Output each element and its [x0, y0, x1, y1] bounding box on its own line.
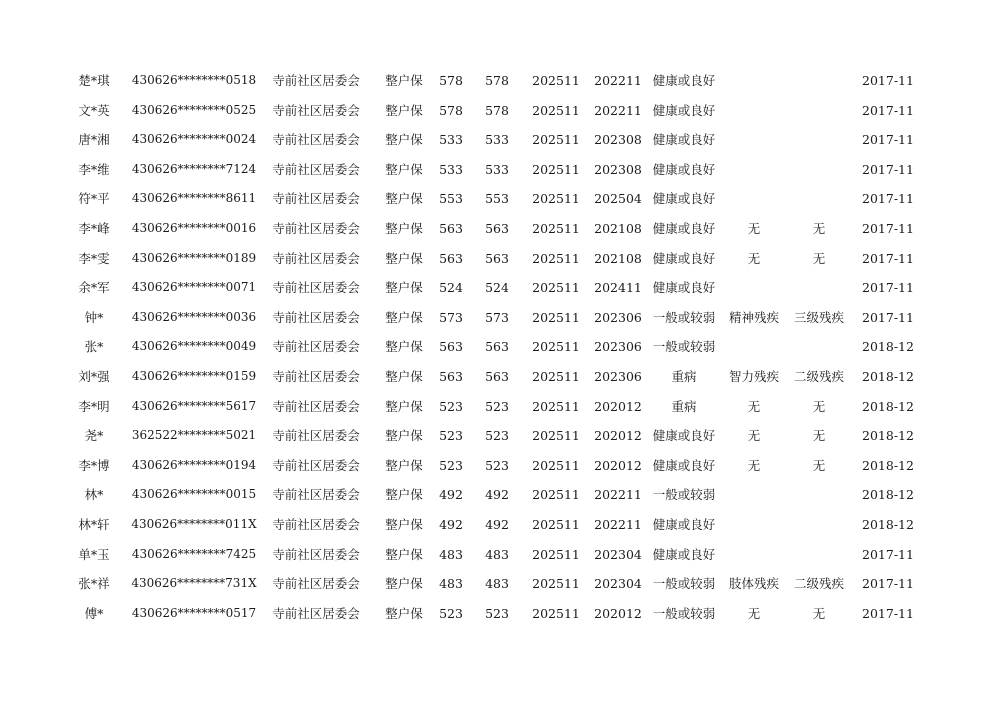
amount-total-cell: 563	[485, 220, 509, 236]
amount-cell: 578	[439, 73, 463, 88]
start-period-cell: 202012	[594, 398, 642, 414]
health-status-cell: 重病	[671, 398, 697, 414]
date-cell: 2017-11	[862, 250, 914, 266]
period-cell: 202511	[532, 339, 580, 355]
period-cell: 202511	[532, 220, 580, 236]
community-cell: 寺前社区居委会	[272, 250, 360, 266]
community-cell: 寺前社区居委会	[272, 161, 360, 177]
date-cell: 2017-11	[862, 73, 914, 88]
disability-type-cell: 无	[747, 398, 761, 414]
assistance-type-cell: 整户保	[385, 132, 423, 148]
table-row	[0, 362, 1000, 392]
community-cell: 寺前社区居委会	[272, 73, 360, 88]
period-cell: 202511	[532, 457, 580, 473]
community-cell: 寺前社区居委会	[272, 309, 360, 325]
name-cell: 林*轩	[78, 516, 110, 532]
health-status-cell: 健康或良好	[652, 220, 716, 236]
start-period-cell: 202211	[594, 516, 642, 532]
period-cell: 202511	[532, 605, 580, 621]
name-cell: 林*	[84, 487, 104, 503]
amount-cell: 523	[439, 605, 463, 621]
date-cell: 2017-11	[862, 191, 914, 207]
id-number-cell: 430626********0189	[131, 250, 257, 265]
amount-total-cell: 533	[485, 132, 509, 148]
records-table	[0, 66, 1000, 628]
table-row	[0, 599, 1000, 629]
start-period-cell: 202012	[594, 428, 642, 444]
start-period-cell: 202306	[594, 339, 642, 355]
health-status-cell: 一般或较弱	[652, 605, 716, 621]
assistance-type-cell: 整户保	[385, 576, 423, 592]
name-cell: 尧*	[84, 428, 104, 444]
community-cell: 寺前社区居委会	[272, 576, 360, 592]
disability-type-cell	[722, 510, 786, 540]
health-status-cell: 健康或良好	[652, 280, 716, 296]
disability-level-cell	[786, 273, 852, 303]
amount-total-cell: 563	[485, 250, 509, 266]
amount-total-cell: 563	[485, 339, 509, 355]
disability-type-cell	[722, 66, 786, 96]
start-period-cell: 202211	[594, 102, 642, 118]
disability-level-cell	[786, 540, 852, 570]
id-number-cell: 362522********5021	[131, 428, 257, 443]
assistance-type-cell: 整户保	[385, 546, 423, 562]
table-row	[0, 421, 1000, 451]
date-cell: 2017-11	[862, 309, 914, 325]
amount-cell: 492	[439, 487, 463, 503]
assistance-type-cell: 整户保	[385, 73, 423, 88]
disability-type-cell	[722, 480, 786, 510]
date-cell: 2018-12	[862, 428, 914, 444]
table-row	[0, 244, 1000, 274]
date-cell: 2017-11	[862, 605, 914, 621]
community-cell: 寺前社区居委会	[272, 220, 360, 236]
start-period-cell: 202211	[594, 487, 642, 503]
start-period-cell: 202108	[594, 250, 642, 266]
period-cell: 202511	[532, 428, 580, 444]
start-period-cell: 202504	[594, 191, 642, 207]
assistance-type-cell: 整户保	[385, 516, 423, 532]
disability-type-cell: 无	[747, 457, 761, 473]
period-cell: 202511	[532, 576, 580, 592]
disability-level-cell: 无	[812, 250, 826, 266]
assistance-type-cell: 整户保	[385, 487, 423, 503]
disability-type-cell: 智力残疾	[728, 368, 779, 384]
table-row	[0, 392, 1000, 422]
amount-total-cell: 523	[485, 398, 509, 414]
health-status-cell: 一般或较弱	[652, 576, 716, 592]
amount-cell: 533	[439, 132, 463, 148]
id-number-cell: 430626********0518	[131, 73, 257, 87]
period-cell: 202511	[532, 516, 580, 532]
id-number-cell: 430626********0036	[131, 309, 257, 324]
disability-level-cell: 无	[812, 605, 826, 621]
period-cell: 202511	[532, 102, 580, 118]
period-cell: 202511	[532, 73, 580, 88]
disability-type-cell	[722, 96, 786, 126]
id-number-cell: 430626********0525	[131, 102, 257, 117]
health-status-cell: 健康或良好	[652, 73, 716, 88]
disability-level-cell: 无	[812, 398, 826, 414]
amount-total-cell: 553	[485, 191, 509, 207]
period-cell: 202511	[532, 161, 580, 177]
assistance-type-cell: 整户保	[385, 220, 423, 236]
table-row	[0, 273, 1000, 303]
id-number-cell: 430626********7124	[131, 161, 257, 176]
name-cell: 李*雯	[78, 250, 110, 266]
disability-type-cell: 无	[747, 605, 761, 621]
date-cell: 2017-11	[862, 220, 914, 236]
amount-cell: 563	[439, 368, 463, 384]
health-status-cell: 健康或良好	[652, 457, 716, 473]
health-status-cell: 健康或良好	[652, 161, 716, 177]
disability-type-cell: 无	[747, 428, 761, 444]
assistance-type-cell: 整户保	[385, 280, 423, 296]
id-number-cell: 430626********5617	[131, 398, 257, 413]
assistance-type-cell: 整户保	[385, 250, 423, 266]
amount-cell: 563	[439, 339, 463, 355]
disability-level-cell	[786, 480, 852, 510]
amount-cell: 533	[439, 161, 463, 177]
table-row	[0, 303, 1000, 333]
date-cell: 2017-11	[862, 132, 914, 148]
name-cell: 张*	[84, 339, 104, 355]
amount-cell: 573	[439, 309, 463, 325]
amount-total-cell: 578	[485, 73, 509, 88]
community-cell: 寺前社区居委会	[272, 102, 360, 118]
date-cell: 2018-12	[862, 339, 914, 355]
disability-level-cell: 无	[812, 220, 826, 236]
amount-cell: 553	[439, 191, 463, 207]
id-number-cell: 430626********0049	[131, 339, 257, 354]
health-status-cell: 健康或良好	[652, 132, 716, 148]
disability-level-cell	[786, 332, 852, 362]
community-cell: 寺前社区居委会	[272, 132, 360, 148]
amount-cell: 578	[439, 102, 463, 118]
amount-total-cell: 524	[485, 280, 509, 296]
disability-type-cell	[722, 273, 786, 303]
table-row	[0, 569, 1000, 599]
disability-level-cell	[786, 125, 852, 155]
assistance-type-cell: 整户保	[385, 309, 423, 325]
assistance-type-cell: 整户保	[385, 457, 423, 473]
start-period-cell: 202108	[594, 220, 642, 236]
table-row	[0, 540, 1000, 570]
date-cell: 2018-12	[862, 457, 914, 473]
disability-level-cell: 二级残疾	[793, 368, 844, 384]
health-status-cell: 健康或良好	[652, 546, 716, 562]
amount-total-cell: 563	[485, 368, 509, 384]
id-number-cell: 430626********0016	[131, 220, 257, 235]
period-cell: 202511	[532, 398, 580, 414]
amount-total-cell: 523	[485, 605, 509, 621]
name-cell: 刘*强	[78, 368, 110, 384]
health-status-cell: 健康或良好	[652, 428, 716, 444]
amount-total-cell: 523	[485, 428, 509, 444]
disability-type-cell	[722, 184, 786, 214]
id-number-cell: 430626********0024	[131, 132, 257, 147]
id-number-cell: 430626********0071	[131, 280, 257, 295]
name-cell: 楚*琪	[78, 73, 110, 88]
community-cell: 寺前社区居委会	[272, 516, 360, 532]
disability-type-cell	[722, 125, 786, 155]
disability-level-cell	[786, 155, 852, 185]
community-cell: 寺前社区居委会	[272, 398, 360, 414]
disability-level-cell	[786, 66, 852, 96]
table-row	[0, 214, 1000, 244]
start-period-cell: 202304	[594, 546, 642, 562]
health-status-cell: 一般或较弱	[652, 487, 716, 503]
community-cell: 寺前社区居委会	[272, 487, 360, 503]
name-cell: 李*峰	[78, 220, 110, 236]
name-cell: 唐*湘	[78, 132, 110, 148]
community-cell: 寺前社区居委会	[272, 368, 360, 384]
name-cell: 李*维	[78, 161, 110, 177]
assistance-type-cell: 整户保	[385, 191, 423, 207]
id-number-cell: 430626********0517	[131, 605, 257, 620]
date-cell: 2017-11	[862, 576, 914, 592]
disability-type-cell: 肢体残疾	[728, 576, 779, 592]
table-row	[0, 96, 1000, 126]
health-status-cell: 健康或良好	[652, 250, 716, 266]
amount-total-cell: 533	[485, 161, 509, 177]
id-number-cell: 430626********0159	[131, 368, 257, 383]
assistance-type-cell: 整户保	[385, 605, 423, 621]
disability-type-cell: 无	[747, 250, 761, 266]
amount-cell: 563	[439, 220, 463, 236]
assistance-type-cell: 整户保	[385, 102, 423, 118]
start-period-cell: 202306	[594, 368, 642, 384]
start-period-cell: 202211	[594, 73, 642, 88]
amount-total-cell: 573	[485, 309, 509, 325]
health-status-cell: 一般或较弱	[652, 309, 716, 325]
start-period-cell: 202012	[594, 605, 642, 621]
amount-total-cell: 492	[485, 487, 509, 503]
table-row	[0, 510, 1000, 540]
community-cell: 寺前社区居委会	[272, 280, 360, 296]
disability-type-cell	[722, 155, 786, 185]
amount-total-cell: 523	[485, 457, 509, 473]
community-cell: 寺前社区居委会	[272, 546, 360, 562]
disability-level-cell: 无	[812, 428, 826, 444]
disability-level-cell: 二级残疾	[793, 576, 844, 592]
disability-level-cell	[786, 510, 852, 540]
name-cell: 钟*	[84, 309, 104, 325]
date-cell: 2018-12	[862, 398, 914, 414]
table-row	[0, 66, 1000, 96]
name-cell: 单*玉	[78, 546, 110, 562]
start-period-cell: 202308	[594, 161, 642, 177]
health-status-cell: 健康或良好	[652, 191, 716, 207]
table-row	[0, 155, 1000, 185]
amount-cell: 563	[439, 250, 463, 266]
community-cell: 寺前社区居委会	[272, 605, 360, 621]
table-row	[0, 480, 1000, 510]
id-number-cell: 430626********0194	[131, 457, 257, 472]
health-status-cell: 健康或良好	[652, 102, 716, 118]
disability-level-cell: 无	[812, 457, 826, 473]
assistance-type-cell: 整户保	[385, 398, 423, 414]
date-cell: 2017-11	[862, 280, 914, 296]
period-cell: 202511	[532, 368, 580, 384]
id-number-cell: 430626********8611	[131, 191, 257, 206]
amount-total-cell: 483	[485, 546, 509, 562]
assistance-type-cell: 整户保	[385, 161, 423, 177]
disability-type-cell: 精神残疾	[728, 309, 779, 325]
amount-cell: 523	[439, 457, 463, 473]
disability-level-cell	[786, 184, 852, 214]
id-number-cell: 430626********731X	[131, 576, 257, 591]
assistance-type-cell: 整户保	[385, 339, 423, 355]
amount-total-cell: 492	[485, 516, 509, 532]
community-cell: 寺前社区居委会	[272, 428, 360, 444]
name-cell: 余*军	[78, 280, 110, 296]
health-status-cell: 健康或良好	[652, 516, 716, 532]
period-cell: 202511	[532, 546, 580, 562]
amount-total-cell: 578	[485, 102, 509, 118]
start-period-cell: 202411	[594, 280, 642, 296]
amount-cell: 523	[439, 398, 463, 414]
assistance-type-cell: 整户保	[385, 428, 423, 444]
amount-cell: 483	[439, 576, 463, 592]
health-status-cell: 一般或较弱	[652, 339, 716, 355]
date-cell: 2017-11	[862, 546, 914, 562]
date-cell: 2018-12	[862, 368, 914, 384]
start-period-cell: 202012	[594, 457, 642, 473]
table-row	[0, 125, 1000, 155]
name-cell: 文*英	[78, 102, 110, 118]
date-cell: 2017-11	[862, 161, 914, 177]
disability-type-cell	[722, 332, 786, 362]
name-cell: 傅*	[84, 605, 104, 621]
id-number-cell: 430626********011X	[131, 516, 257, 531]
date-cell: 2018-12	[862, 516, 914, 532]
period-cell: 202511	[532, 132, 580, 148]
period-cell: 202511	[532, 487, 580, 503]
date-cell: 2018-12	[862, 487, 914, 503]
disability-type-cell: 无	[747, 220, 761, 236]
start-period-cell: 202306	[594, 309, 642, 325]
period-cell: 202511	[532, 280, 580, 296]
name-cell: 符*平	[78, 191, 110, 207]
amount-cell: 524	[439, 280, 463, 296]
table-row	[0, 332, 1000, 362]
period-cell: 202511	[532, 309, 580, 325]
health-status-cell: 重病	[671, 368, 697, 384]
period-cell: 202511	[532, 250, 580, 266]
start-period-cell: 202304	[594, 576, 642, 592]
community-cell: 寺前社区居委会	[272, 339, 360, 355]
community-cell: 寺前社区居委会	[272, 191, 360, 207]
amount-total-cell: 483	[485, 576, 509, 592]
disability-level-cell	[786, 96, 852, 126]
disability-type-cell	[722, 540, 786, 570]
amount-cell: 483	[439, 546, 463, 562]
amount-cell: 523	[439, 428, 463, 444]
table-row	[0, 451, 1000, 481]
amount-cell: 492	[439, 516, 463, 532]
name-cell: 李*博	[78, 457, 110, 473]
disability-level-cell: 三级残疾	[793, 309, 844, 325]
date-cell: 2017-11	[862, 102, 914, 118]
start-period-cell: 202308	[594, 132, 642, 148]
table-row	[0, 184, 1000, 214]
id-number-cell: 430626********7425	[131, 546, 257, 561]
assistance-type-cell: 整户保	[385, 368, 423, 384]
name-cell: 李*明	[78, 398, 110, 414]
name-cell: 张*祥	[78, 576, 110, 592]
period-cell: 202511	[532, 191, 580, 207]
id-number-cell: 430626********0015	[131, 487, 257, 502]
community-cell: 寺前社区居委会	[272, 457, 360, 473]
